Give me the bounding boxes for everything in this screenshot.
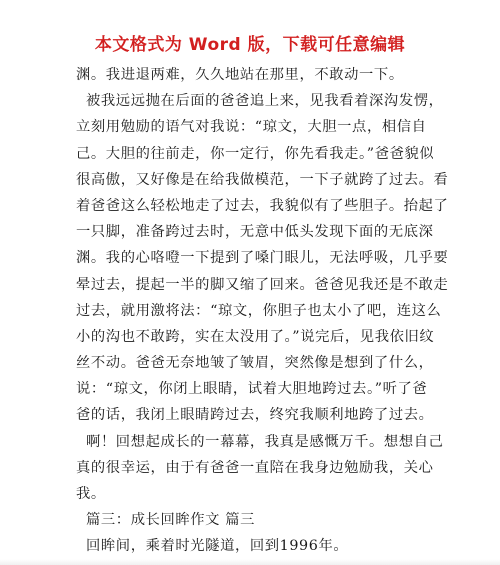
text-line: 被我远远抛在后面的爸爸追上来，见我看着深沟发愣， xyxy=(86,93,444,110)
text-line: 小的沟也不敢跨，实在太没用了。”说完后，见我依旧纹 xyxy=(76,328,435,345)
text-line: 啊！回想起成长的一幕幕，我真是感慨万千。想想自己 xyxy=(86,433,444,450)
text-line: 过去，就用激将法：“琼文，你胆子也太小了吧，连这么 xyxy=(76,302,442,319)
text-line: 渊。我进退两难，久久地站在那里，不敢动一下。 xyxy=(76,67,404,83)
essay-body xyxy=(76,62,449,560)
text-line: 一只脚，准备跨过去时，无意中低头发现下面的无底深 xyxy=(76,224,434,241)
text-line: 我。 xyxy=(76,486,106,502)
text-line: 己。大胆的往前走，你一定行，你先看我走。”爸爸貌似 xyxy=(76,145,435,162)
word-format-banner: 本文格式为 Word 版，下载可任意编辑 xyxy=(94,35,406,55)
text-line: 爸的话，我闭上眼睛跨过去，终究我顺利地跨了过去。 xyxy=(76,407,434,424)
text-line: 立刻用勉励的语气对我说：“琼文，大胆一点，相信自 xyxy=(76,119,427,136)
text-line: 渊。我的心咯噔一下提到了嗓门眼儿，无法呼吸，几乎要 xyxy=(76,250,449,267)
section-heading: 篇三：成长回眸作文 篇三 xyxy=(86,512,256,529)
page-edge-shade xyxy=(0,559,500,565)
text-line: 说：“琼文，你闭上眼睛，试着大胆地跨过去。”听了爸 xyxy=(76,381,428,398)
text-line: 着爸爸这么轻松地走了过去，我貌似有了些胆子。抬起了 xyxy=(76,197,449,214)
text-line: 晕过去，提起一半的脚又缩了回来。爸爸见我还是不敢走 xyxy=(76,276,449,293)
text-line: 很高傲，又好像是在给我做模范，一下子就跨了过去。看 xyxy=(76,171,449,188)
text-line: 丝不动。爸爸无奈地皱了皱眉，突然像是想到了什么， xyxy=(76,355,434,372)
text-line: 真的很幸运，由于有爸爸一直陪在我身边勉励我，关心 xyxy=(76,459,434,476)
text-line: 回眸间，乘着时光隧道，回到1996年。 xyxy=(86,538,349,555)
